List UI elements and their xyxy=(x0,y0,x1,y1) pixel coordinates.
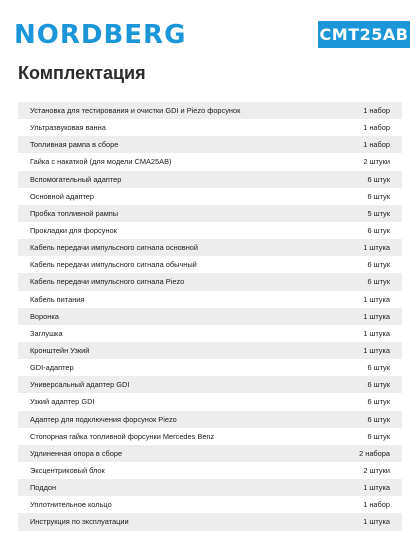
table-row xyxy=(18,153,402,170)
item-quantity: 1 набор xyxy=(363,140,390,150)
item-quantity: 1 набор xyxy=(363,123,390,133)
item-quantity: 1 штука xyxy=(363,346,390,356)
item-name: Стопорная гайка топливной форсунки Mercedes Benz xyxy=(30,431,215,441)
item-name: Вспомогательный адаптер xyxy=(30,174,122,184)
item-quantity: 6 штук xyxy=(367,277,390,287)
item-name: Основной адаптер xyxy=(30,191,94,201)
item-name: Кабель питания xyxy=(30,294,85,304)
item-name: Узкий адаптер GDI xyxy=(30,397,95,407)
page-title: Комплектация xyxy=(18,63,146,83)
item-name: Кабель передачи импульсного сигнала основной xyxy=(30,243,199,253)
item-quantity: 6 штук xyxy=(367,363,390,373)
table-row xyxy=(18,256,402,273)
item-name: GDI-адаптер xyxy=(30,363,74,373)
item-quantity: 6 штук xyxy=(367,431,390,441)
table-row xyxy=(18,273,402,290)
model-label: CMT25AB xyxy=(319,25,409,44)
item-name: Эксцентриковый блок xyxy=(30,466,105,476)
table-row xyxy=(18,342,402,359)
item-name: Удлиненная опора в сборе xyxy=(30,448,123,458)
table-row xyxy=(18,291,402,308)
table-row xyxy=(18,479,402,496)
brand-logo xyxy=(14,20,186,50)
item-quantity: 5 штук xyxy=(367,208,390,218)
table-row xyxy=(18,376,402,393)
item-name: Поддон xyxy=(30,483,57,493)
table-row xyxy=(18,513,402,530)
item-quantity: 1 штука xyxy=(363,311,390,321)
item-name: Кабель передачи импульсного сигнала Piezo xyxy=(30,277,185,287)
item-name: Кабель передачи импульсного сигнала обычный xyxy=(30,260,197,270)
table-row xyxy=(18,445,402,462)
table-row xyxy=(18,188,402,205)
item-quantity: 1 штука xyxy=(363,517,390,527)
table-row xyxy=(18,308,402,325)
table-row xyxy=(18,325,402,342)
item-quantity: 1 штука xyxy=(363,243,390,253)
item-quantity: 6 штук xyxy=(367,174,390,184)
item-quantity: 1 штука xyxy=(363,328,390,338)
item-name: Инструкция по эксплуатации xyxy=(30,517,129,527)
table-row xyxy=(18,359,402,376)
item-quantity: 1 набор xyxy=(363,106,390,116)
item-name: Заглушка xyxy=(30,328,63,338)
items-table xyxy=(18,102,402,531)
logo-text: NORDBERG xyxy=(14,20,187,50)
table-row xyxy=(18,136,402,153)
table-row xyxy=(18,239,402,256)
item-name: Воронка xyxy=(30,311,59,321)
item-name: Пробка топливной рампы xyxy=(30,208,119,218)
item-quantity: 1 штука xyxy=(363,483,390,493)
item-name: Кронштейн Узкий xyxy=(30,346,90,356)
table-row xyxy=(18,393,402,410)
item-quantity: 6 штук xyxy=(367,226,390,236)
item-name: Ультразвуковая ванна xyxy=(30,123,106,133)
item-name: Уплотнительное кольцо xyxy=(30,500,112,510)
table-row xyxy=(18,222,402,239)
item-name: Универсальный адаптер GDI xyxy=(30,380,130,390)
model-badge xyxy=(318,21,410,48)
item-name: Адаптер для подключения форсунок Piezo xyxy=(30,414,177,424)
item-quantity: 6 штук xyxy=(367,414,390,424)
item-name: Прокладки для форсунок xyxy=(30,226,117,236)
item-quantity: 1 набор xyxy=(363,500,390,510)
table-row xyxy=(18,102,402,119)
table-row xyxy=(18,496,402,513)
header xyxy=(0,0,420,60)
table-row xyxy=(18,205,402,222)
item-quantity: 6 штук xyxy=(367,397,390,407)
table-row xyxy=(18,171,402,188)
item-quantity: 6 штук xyxy=(367,191,390,201)
table-row xyxy=(18,411,402,428)
item-quantity: 2 набора xyxy=(359,448,390,458)
item-name: Установка для тестирования и очистки GDI и Piezo форсунок xyxy=(30,106,241,116)
item-quantity: 1 штука xyxy=(363,294,390,304)
item-quantity: 2 штуки xyxy=(363,466,390,476)
table-row xyxy=(18,462,402,479)
item-quantity: 6 штук xyxy=(367,260,390,270)
table-row xyxy=(18,428,402,445)
item-quantity: 2 штуки xyxy=(363,157,390,167)
item-quantity: 6 штук xyxy=(367,380,390,390)
item-name: Гайка с накаткой (для модели CMA25AB) xyxy=(30,157,172,167)
table-row xyxy=(18,119,402,136)
item-name: Топливная рампа в сборе xyxy=(30,140,119,150)
